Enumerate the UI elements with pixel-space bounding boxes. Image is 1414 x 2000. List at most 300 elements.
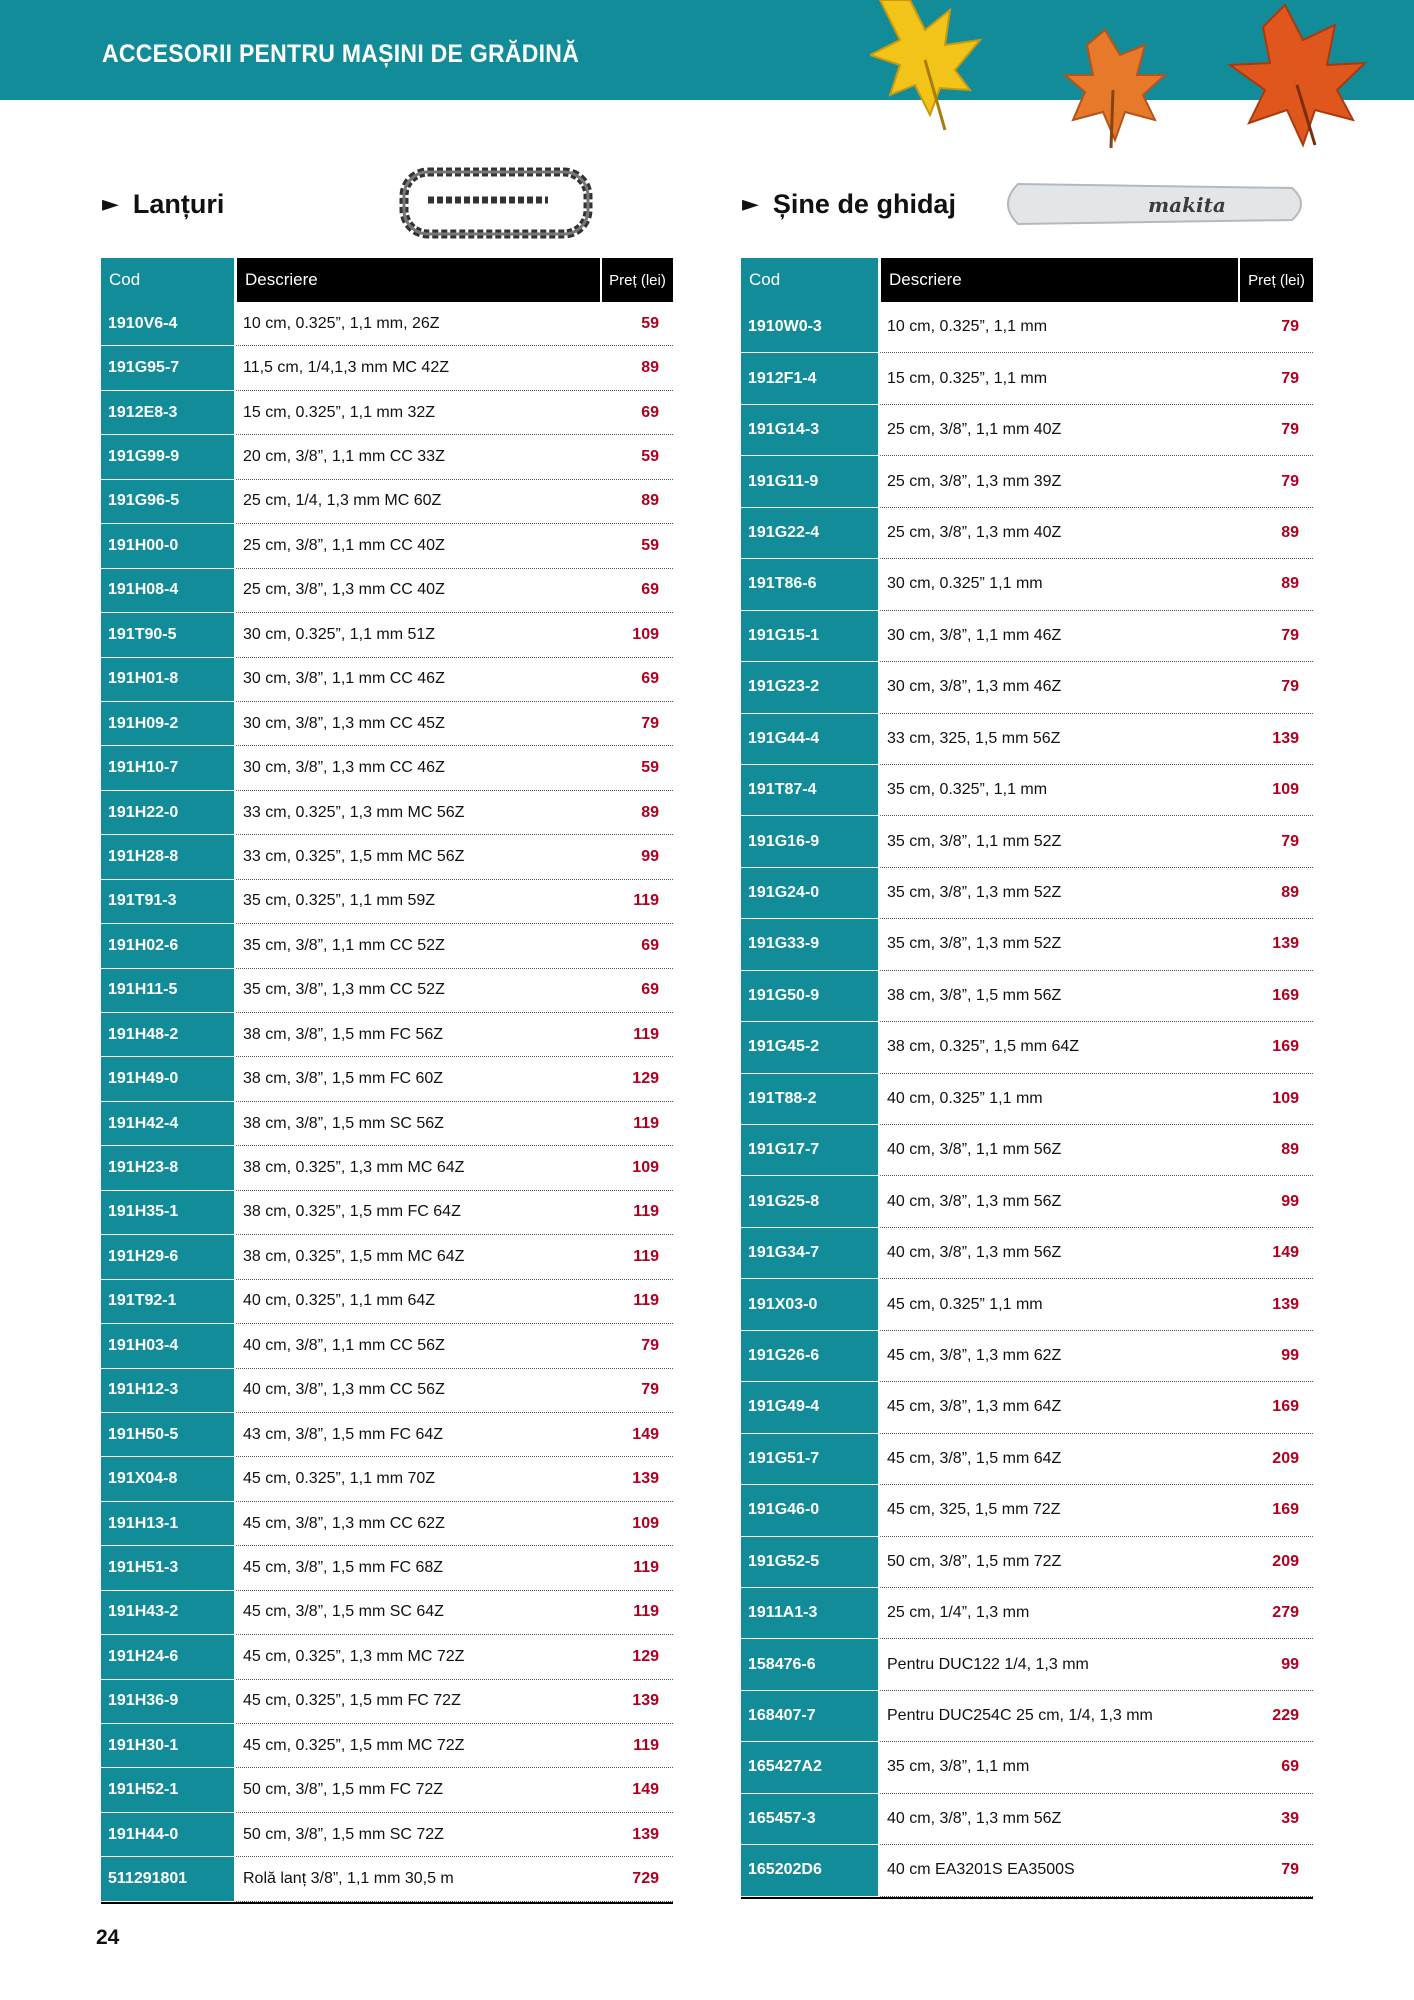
- product-price: 109: [632, 625, 659, 643]
- product-description: 25 cm, 3/8”, 1,1 mm CC 40Z: [243, 536, 445, 554]
- product-price: 139: [1272, 729, 1299, 747]
- row-details: [878, 1639, 1313, 1690]
- table-row: [741, 919, 1313, 970]
- product-code: 165457-3: [741, 1794, 878, 1845]
- guide-bar-illustration: [996, 180, 1312, 228]
- product-description: 11,5 cm, 1/4,1,3 mm MC 42Z: [243, 359, 449, 377]
- table-row: [101, 1146, 673, 1190]
- table-row: [741, 662, 1313, 713]
- product-code: 191H52-1: [101, 1768, 234, 1812]
- product-price: 109: [1272, 781, 1299, 799]
- table-header: [741, 258, 1313, 302]
- product-description: 45 cm, 0.325”, 1,1 mm 70Z: [243, 1470, 436, 1488]
- row-details: [878, 353, 1313, 404]
- product-price: 229: [1272, 1707, 1299, 1725]
- row-details: [234, 746, 673, 790]
- row-details: [234, 1457, 673, 1501]
- product-code: 191G11-9: [741, 456, 878, 507]
- product-description: 40 cm EA3201S EA3500S: [887, 1861, 1075, 1879]
- row-details: [234, 1102, 673, 1146]
- product-price: 149: [632, 1781, 659, 1799]
- product-code: 191G50-9: [741, 971, 878, 1022]
- table-row: [741, 1588, 1313, 1639]
- table-row: [101, 1635, 673, 1679]
- row-details: [234, 1546, 673, 1590]
- product-code: 191G44-4: [741, 714, 878, 765]
- product-description: 30 cm, 3/8”, 1,1 mm CC 46Z: [243, 670, 445, 688]
- row-details: [878, 611, 1313, 662]
- product-price: 169: [1272, 1501, 1299, 1519]
- row-details: [878, 1074, 1313, 1125]
- table-row: [101, 1457, 673, 1501]
- table-header: [101, 258, 673, 302]
- product-description: 25 cm, 3/8”, 1,3 mm CC 40Z: [243, 581, 445, 599]
- table-row: [101, 1057, 673, 1101]
- product-description: 45 cm, 3/8”, 1,3 mm CC 62Z: [243, 1514, 445, 1532]
- saw-chain-illustration: [398, 166, 594, 240]
- product-price: 119: [633, 1736, 659, 1754]
- product-description: 35 cm, 3/8”, 1,3 mm CC 52Z: [243, 981, 445, 999]
- row-details: [234, 702, 673, 746]
- product-price: 69: [641, 581, 659, 599]
- row-details: [878, 456, 1313, 507]
- product-description: 45 cm, 3/8”, 1,5 mm FC 68Z: [243, 1558, 444, 1576]
- product-code: 191H03-4: [101, 1324, 234, 1368]
- product-description: 30 cm, 3/8”, 1,3 mm CC 45Z: [243, 714, 445, 732]
- guide-bars-heading: [742, 186, 956, 222]
- product-code: 191G45-2: [741, 1022, 878, 1073]
- product-price: 89: [1281, 575, 1299, 593]
- table-bottom-rule: [741, 1897, 1313, 1899]
- table-row: [101, 969, 673, 1013]
- table-row: [101, 1013, 673, 1057]
- product-code: 191H22-0: [101, 791, 234, 835]
- table-row: [101, 480, 673, 524]
- row-details: [234, 1502, 673, 1546]
- product-description: 40 cm, 0.325” 1,1 mm: [887, 1089, 1043, 1107]
- table-row: [101, 1235, 673, 1279]
- product-description: 30 cm, 3/8”, 1,1 mm 46Z: [887, 626, 1062, 644]
- product-code: 191G24-0: [741, 868, 878, 919]
- table-row: [101, 658, 673, 702]
- product-price: 99: [1281, 1655, 1299, 1673]
- product-code: 191X04-8: [101, 1457, 234, 1501]
- table-row: [101, 880, 673, 924]
- product-description: 38 cm, 0.325”, 1,5 mm FC 64Z: [243, 1203, 461, 1221]
- table-row: [741, 1331, 1313, 1382]
- product-description: 35 cm, 0.325”, 1,1 mm 59Z: [243, 892, 436, 910]
- product-code: 165427A2: [741, 1742, 878, 1793]
- table-row: [101, 1280, 673, 1324]
- column-header-description: Descriere: [878, 258, 1238, 302]
- product-price: 79: [1281, 832, 1299, 850]
- row-details: [234, 524, 673, 568]
- row-details: [878, 559, 1313, 610]
- product-code: 191T90-5: [101, 613, 234, 657]
- orange-leaf-icon: [1065, 30, 1165, 148]
- product-price: 69: [641, 403, 659, 421]
- row-details: [234, 1635, 673, 1679]
- product-code: 1911A1-3: [741, 1588, 878, 1639]
- product-code: 191H08-4: [101, 569, 234, 613]
- product-price: 79: [1281, 369, 1299, 387]
- product-price: 89: [641, 803, 659, 821]
- row-details: [234, 613, 673, 657]
- product-description: 45 cm, 3/8”, 1,3 mm 64Z: [887, 1398, 1062, 1416]
- row-details: [234, 1369, 673, 1413]
- product-description: 10 cm, 0.325”, 1,1 mm, 26Z: [243, 314, 440, 332]
- row-details: [234, 1280, 673, 1324]
- product-code: 511291801: [101, 1857, 234, 1901]
- product-price: 89: [641, 492, 659, 510]
- table-row: [101, 1502, 673, 1546]
- table-row: [741, 714, 1313, 765]
- table-row: [101, 302, 673, 346]
- product-code: 191H23-8: [101, 1146, 234, 1190]
- product-description: 38 cm, 0.325”, 1,5 mm MC 64Z: [243, 1247, 465, 1265]
- product-code: 191H10-7: [101, 746, 234, 790]
- product-description: 45 cm, 3/8”, 1,5 mm SC 64Z: [243, 1603, 444, 1621]
- row-details: [234, 1591, 673, 1635]
- table-row: [741, 971, 1313, 1022]
- table-row: [101, 1369, 673, 1413]
- product-description: 33 cm, 0.325”, 1,3 mm MC 56Z: [243, 803, 465, 821]
- table-row: [741, 816, 1313, 867]
- table-row: [741, 1176, 1313, 1227]
- product-description: 25 cm, 1/4”, 1,3 mm: [887, 1604, 1030, 1622]
- product-price: 169: [1272, 1398, 1299, 1416]
- table-row: [101, 1191, 673, 1235]
- product-price: 139: [1272, 1295, 1299, 1313]
- product-price: 79: [1281, 626, 1299, 644]
- row-details: [878, 662, 1313, 713]
- product-code: 191T88-2: [741, 1074, 878, 1125]
- product-description: 50 cm, 3/8”, 1,5 mm SC 72Z: [243, 1825, 444, 1843]
- row-details: [878, 1588, 1313, 1639]
- product-price: 209: [1272, 1449, 1299, 1467]
- triangle-arrow-icon: ►: [102, 191, 119, 217]
- row-details: [234, 1191, 673, 1235]
- table-row: [741, 1074, 1313, 1125]
- product-description: 45 cm, 3/8”, 1,3 mm 62Z: [887, 1346, 1062, 1364]
- product-price: 129: [632, 1070, 659, 1088]
- column-header-price: Preț (lei): [600, 258, 673, 302]
- product-description: 40 cm, 0.325”, 1,1 mm 64Z: [243, 1292, 436, 1310]
- product-price: 79: [1281, 1861, 1299, 1879]
- table-row: [741, 508, 1313, 559]
- product-code: 191H48-2: [101, 1013, 234, 1057]
- row-details: [878, 302, 1313, 353]
- product-code: 191T91-3: [101, 880, 234, 924]
- row-details: [878, 1382, 1313, 1433]
- row-details: [234, 1857, 673, 1901]
- product-price: 59: [641, 448, 659, 466]
- product-description: 25 cm, 3/8”, 1,3 mm 40Z: [887, 523, 1062, 541]
- product-price: 119: [633, 1603, 659, 1621]
- table-row: [741, 1845, 1313, 1896]
- table-row: [741, 456, 1313, 507]
- row-details: [878, 1434, 1313, 1485]
- product-code: 1910W0-3: [741, 302, 878, 353]
- product-price: 139: [632, 1825, 659, 1843]
- row-details: [878, 508, 1313, 559]
- table-row: [741, 1742, 1313, 1793]
- product-code: 191G99-9: [101, 435, 234, 479]
- product-description: 50 cm, 3/8”, 1,5 mm FC 72Z: [243, 1781, 444, 1799]
- product-description: 50 cm, 3/8”, 1,5 mm 72Z: [887, 1552, 1062, 1570]
- product-price: 149: [632, 1425, 659, 1443]
- product-code: 191H35-1: [101, 1191, 234, 1235]
- product-price: 59: [641, 314, 659, 332]
- product-code: 1912F1-4: [741, 353, 878, 404]
- product-price: 109: [632, 1159, 659, 1177]
- product-price: 119: [633, 892, 659, 910]
- table-row: [741, 1537, 1313, 1588]
- guide-bars-title: Șine de ghidaj: [772, 188, 956, 219]
- product-price: 69: [641, 981, 659, 999]
- table-row: [101, 1857, 673, 1901]
- product-price: 129: [632, 1647, 659, 1665]
- column-header-description: Descriere: [234, 258, 600, 302]
- product-description: 45 cm, 0.325” 1,1 mm: [887, 1295, 1043, 1313]
- product-price: 119: [633, 1114, 659, 1132]
- product-price: 79: [1281, 472, 1299, 490]
- product-code: 191G34-7: [741, 1228, 878, 1279]
- product-code: 191T92-1: [101, 1280, 234, 1324]
- table-row: [741, 1691, 1313, 1742]
- product-code: 191G46-0: [741, 1485, 878, 1536]
- product-description: 40 cm, 3/8”, 1,3 mm CC 56Z: [243, 1381, 445, 1399]
- product-description: 35 cm, 3/8”, 1,3 mm 52Z: [887, 935, 1062, 953]
- product-description: 25 cm, 1/4, 1,3 mm MC 60Z: [243, 492, 442, 510]
- product-code: 191G51-7: [741, 1434, 878, 1485]
- table-row: [741, 1382, 1313, 1433]
- product-code: 191H36-9: [101, 1680, 234, 1724]
- table-row: [741, 302, 1313, 353]
- product-description: 43 cm, 3/8”, 1,5 mm FC 64Z: [243, 1425, 444, 1443]
- product-price: 79: [641, 1381, 659, 1399]
- makita-logo: makita: [1148, 193, 1226, 217]
- product-description: 35 cm, 3/8”, 1,1 mm CC 52Z: [243, 936, 445, 954]
- product-price: 139: [632, 1692, 659, 1710]
- product-description: 40 cm, 3/8”, 1,3 mm 56Z: [887, 1809, 1062, 1827]
- product-description: 45 cm, 325, 1,5 mm 72Z: [887, 1501, 1061, 1519]
- row-details: [878, 1022, 1313, 1073]
- table-row: [101, 524, 673, 568]
- row-details: [878, 714, 1313, 765]
- product-description: 35 cm, 3/8”, 1,3 mm 52Z: [887, 884, 1062, 902]
- row-details: [878, 1176, 1313, 1227]
- row-details: [234, 791, 673, 835]
- product-price: 139: [632, 1470, 659, 1488]
- guide-bars-table: [741, 258, 1313, 1899]
- row-details: [234, 1146, 673, 1190]
- product-description: 38 cm, 3/8”, 1,5 mm FC 60Z: [243, 1070, 444, 1088]
- product-price: 99: [1281, 1192, 1299, 1210]
- product-code: 191H43-2: [101, 1591, 234, 1635]
- product-description: 45 cm, 0.325”, 1,3 mm MC 72Z: [243, 1647, 465, 1665]
- table-row: [101, 1546, 673, 1590]
- row-details: [878, 1228, 1313, 1279]
- column-header-code: Cod: [741, 258, 878, 302]
- row-details: [234, 924, 673, 968]
- product-code: 191G52-5: [741, 1537, 878, 1588]
- product-description: 30 cm, 0.325”, 1,1 mm 51Z: [243, 625, 436, 643]
- product-code: 191G49-4: [741, 1382, 878, 1433]
- product-code: 191X03-0: [741, 1279, 878, 1330]
- row-details: [878, 971, 1313, 1022]
- table-row: [101, 346, 673, 390]
- table-row: [101, 924, 673, 968]
- product-price: 109: [1272, 1089, 1299, 1107]
- table-row: [741, 765, 1313, 816]
- product-description: 38 cm, 0.325”, 1,3 mm MC 64Z: [243, 1159, 465, 1177]
- product-price: 119: [633, 1025, 659, 1043]
- yellow-leaf-icon: [870, 0, 980, 130]
- product-code: 191T87-4: [741, 765, 878, 816]
- product-price: 69: [641, 670, 659, 688]
- row-details: [878, 919, 1313, 970]
- product-price: 89: [641, 359, 659, 377]
- product-description: 15 cm, 0.325”, 1,1 mm 32Z: [243, 403, 436, 421]
- product-code: 191H30-1: [101, 1724, 234, 1768]
- product-description: 33 cm, 0.325”, 1,5 mm MC 56Z: [243, 847, 465, 865]
- product-code: 168407-7: [741, 1691, 878, 1742]
- product-code: 191G25-8: [741, 1176, 878, 1227]
- row-details: [878, 1331, 1313, 1382]
- product-code: 1912E8-3: [101, 391, 234, 435]
- product-description: 40 cm, 3/8”, 1,3 mm 56Z: [887, 1244, 1062, 1262]
- product-code: 191H24-6: [101, 1635, 234, 1679]
- product-description: 35 cm, 3/8”, 1,1 mm 52Z: [887, 832, 1062, 850]
- row-details: [878, 1691, 1313, 1742]
- table-row: [101, 613, 673, 657]
- row-details: [878, 868, 1313, 919]
- product-description: 35 cm, 0.325”, 1,1 mm: [887, 781, 1048, 799]
- product-description: 25 cm, 3/8”, 1,1 mm 40Z: [887, 421, 1062, 439]
- red-leaf-icon: [1230, 5, 1365, 145]
- product-price: 119: [633, 1292, 659, 1310]
- row-details: [234, 346, 673, 390]
- product-price: 39: [1281, 1809, 1299, 1827]
- row-details: [234, 835, 673, 879]
- row-details: [878, 1485, 1313, 1536]
- chains-heading: [102, 186, 224, 222]
- product-price: 59: [641, 759, 659, 777]
- product-description: 45 cm, 0.325”, 1,5 mm FC 72Z: [243, 1692, 461, 1710]
- product-code: 165202D6: [741, 1845, 878, 1896]
- row-details: [878, 1279, 1313, 1330]
- table-row: [101, 835, 673, 879]
- page-title: ACCESORII PENTRU MAȘINI DE GRĂDINĂ: [102, 40, 580, 68]
- row-details: [878, 765, 1313, 816]
- table-row: [101, 1680, 673, 1724]
- row-details: [878, 1537, 1313, 1588]
- chains-title: Lanțuri: [132, 188, 225, 219]
- product-code: 191H11-5: [101, 969, 234, 1013]
- table-row: [101, 1813, 673, 1857]
- product-code: 191H02-6: [101, 924, 234, 968]
- product-description: 45 cm, 0.325”, 1,5 mm MC 72Z: [243, 1736, 465, 1754]
- row-details: [878, 1125, 1313, 1176]
- row-details: [234, 1057, 673, 1101]
- row-details: [878, 816, 1313, 867]
- table-row: [741, 1434, 1313, 1485]
- row-details: [234, 1413, 673, 1457]
- column-header-price: Preț (lei): [1238, 258, 1313, 302]
- row-details: [234, 1680, 673, 1724]
- product-description: 33 cm, 325, 1,5 mm 56Z: [887, 729, 1061, 747]
- product-code: 191G95-7: [101, 346, 234, 390]
- product-price: 729: [632, 1870, 659, 1888]
- table-row: [101, 746, 673, 790]
- product-code: 191H51-3: [101, 1546, 234, 1590]
- row-details: [234, 1768, 673, 1812]
- table-row: [741, 1228, 1313, 1279]
- product-price: 79: [641, 1336, 659, 1354]
- product-code: 191H50-5: [101, 1413, 234, 1457]
- product-price: 79: [1281, 678, 1299, 696]
- table-row: [741, 1639, 1313, 1690]
- product-code: 191G26-6: [741, 1331, 878, 1382]
- row-details: [234, 480, 673, 524]
- table-row: [741, 1022, 1313, 1073]
- product-price: 139: [1272, 935, 1299, 953]
- product-price: 109: [632, 1514, 659, 1532]
- product-code: 191G17-7: [741, 1125, 878, 1176]
- chains-table: [101, 258, 673, 1904]
- table-row: [101, 1324, 673, 1368]
- product-code: 191H00-0: [101, 524, 234, 568]
- table-row: [741, 559, 1313, 610]
- product-price: 209: [1272, 1552, 1299, 1570]
- product-price: 69: [641, 936, 659, 954]
- table-row: [101, 702, 673, 746]
- product-code: 191H29-6: [101, 1235, 234, 1279]
- row-details: [234, 658, 673, 702]
- table-row: [741, 1485, 1313, 1536]
- page-number: 24: [96, 1926, 120, 1949]
- product-code: 191G16-9: [741, 816, 878, 867]
- product-code: 1910V6-4: [101, 302, 234, 346]
- table-row: [741, 611, 1313, 662]
- product-price: 99: [641, 847, 659, 865]
- table-row: [101, 1724, 673, 1768]
- product-description: 30 cm, 3/8”, 1,3 mm CC 46Z: [243, 759, 445, 777]
- product-description: 38 cm, 3/8”, 1,5 mm 56Z: [887, 986, 1062, 1004]
- product-price: 99: [1281, 1346, 1299, 1364]
- product-description: Pentru DUC122 1/4, 1,3 mm: [887, 1655, 1089, 1673]
- autumn-leaves-illustration: [870, 0, 1414, 150]
- product-code: 191G33-9: [741, 919, 878, 970]
- product-code: 191H49-0: [101, 1057, 234, 1101]
- product-description: 10 cm, 0.325”, 1,1 mm: [887, 318, 1048, 336]
- product-description: 20 cm, 3/8”, 1,1 mm CC 33Z: [243, 448, 445, 466]
- product-price: 119: [633, 1558, 659, 1576]
- product-price: 119: [633, 1203, 659, 1221]
- row-details: [234, 391, 673, 435]
- table-row: [101, 391, 673, 435]
- table-row: [101, 1768, 673, 1812]
- product-price: 119: [633, 1247, 659, 1265]
- product-description: 40 cm, 3/8”, 1,1 mm CC 56Z: [243, 1336, 445, 1354]
- row-details: [234, 435, 673, 479]
- row-details: [878, 1845, 1313, 1896]
- product-code: 191H44-0: [101, 1813, 234, 1857]
- product-code: 191G14-3: [741, 405, 878, 456]
- product-code: 191H09-2: [101, 702, 234, 746]
- table-row: [101, 1413, 673, 1457]
